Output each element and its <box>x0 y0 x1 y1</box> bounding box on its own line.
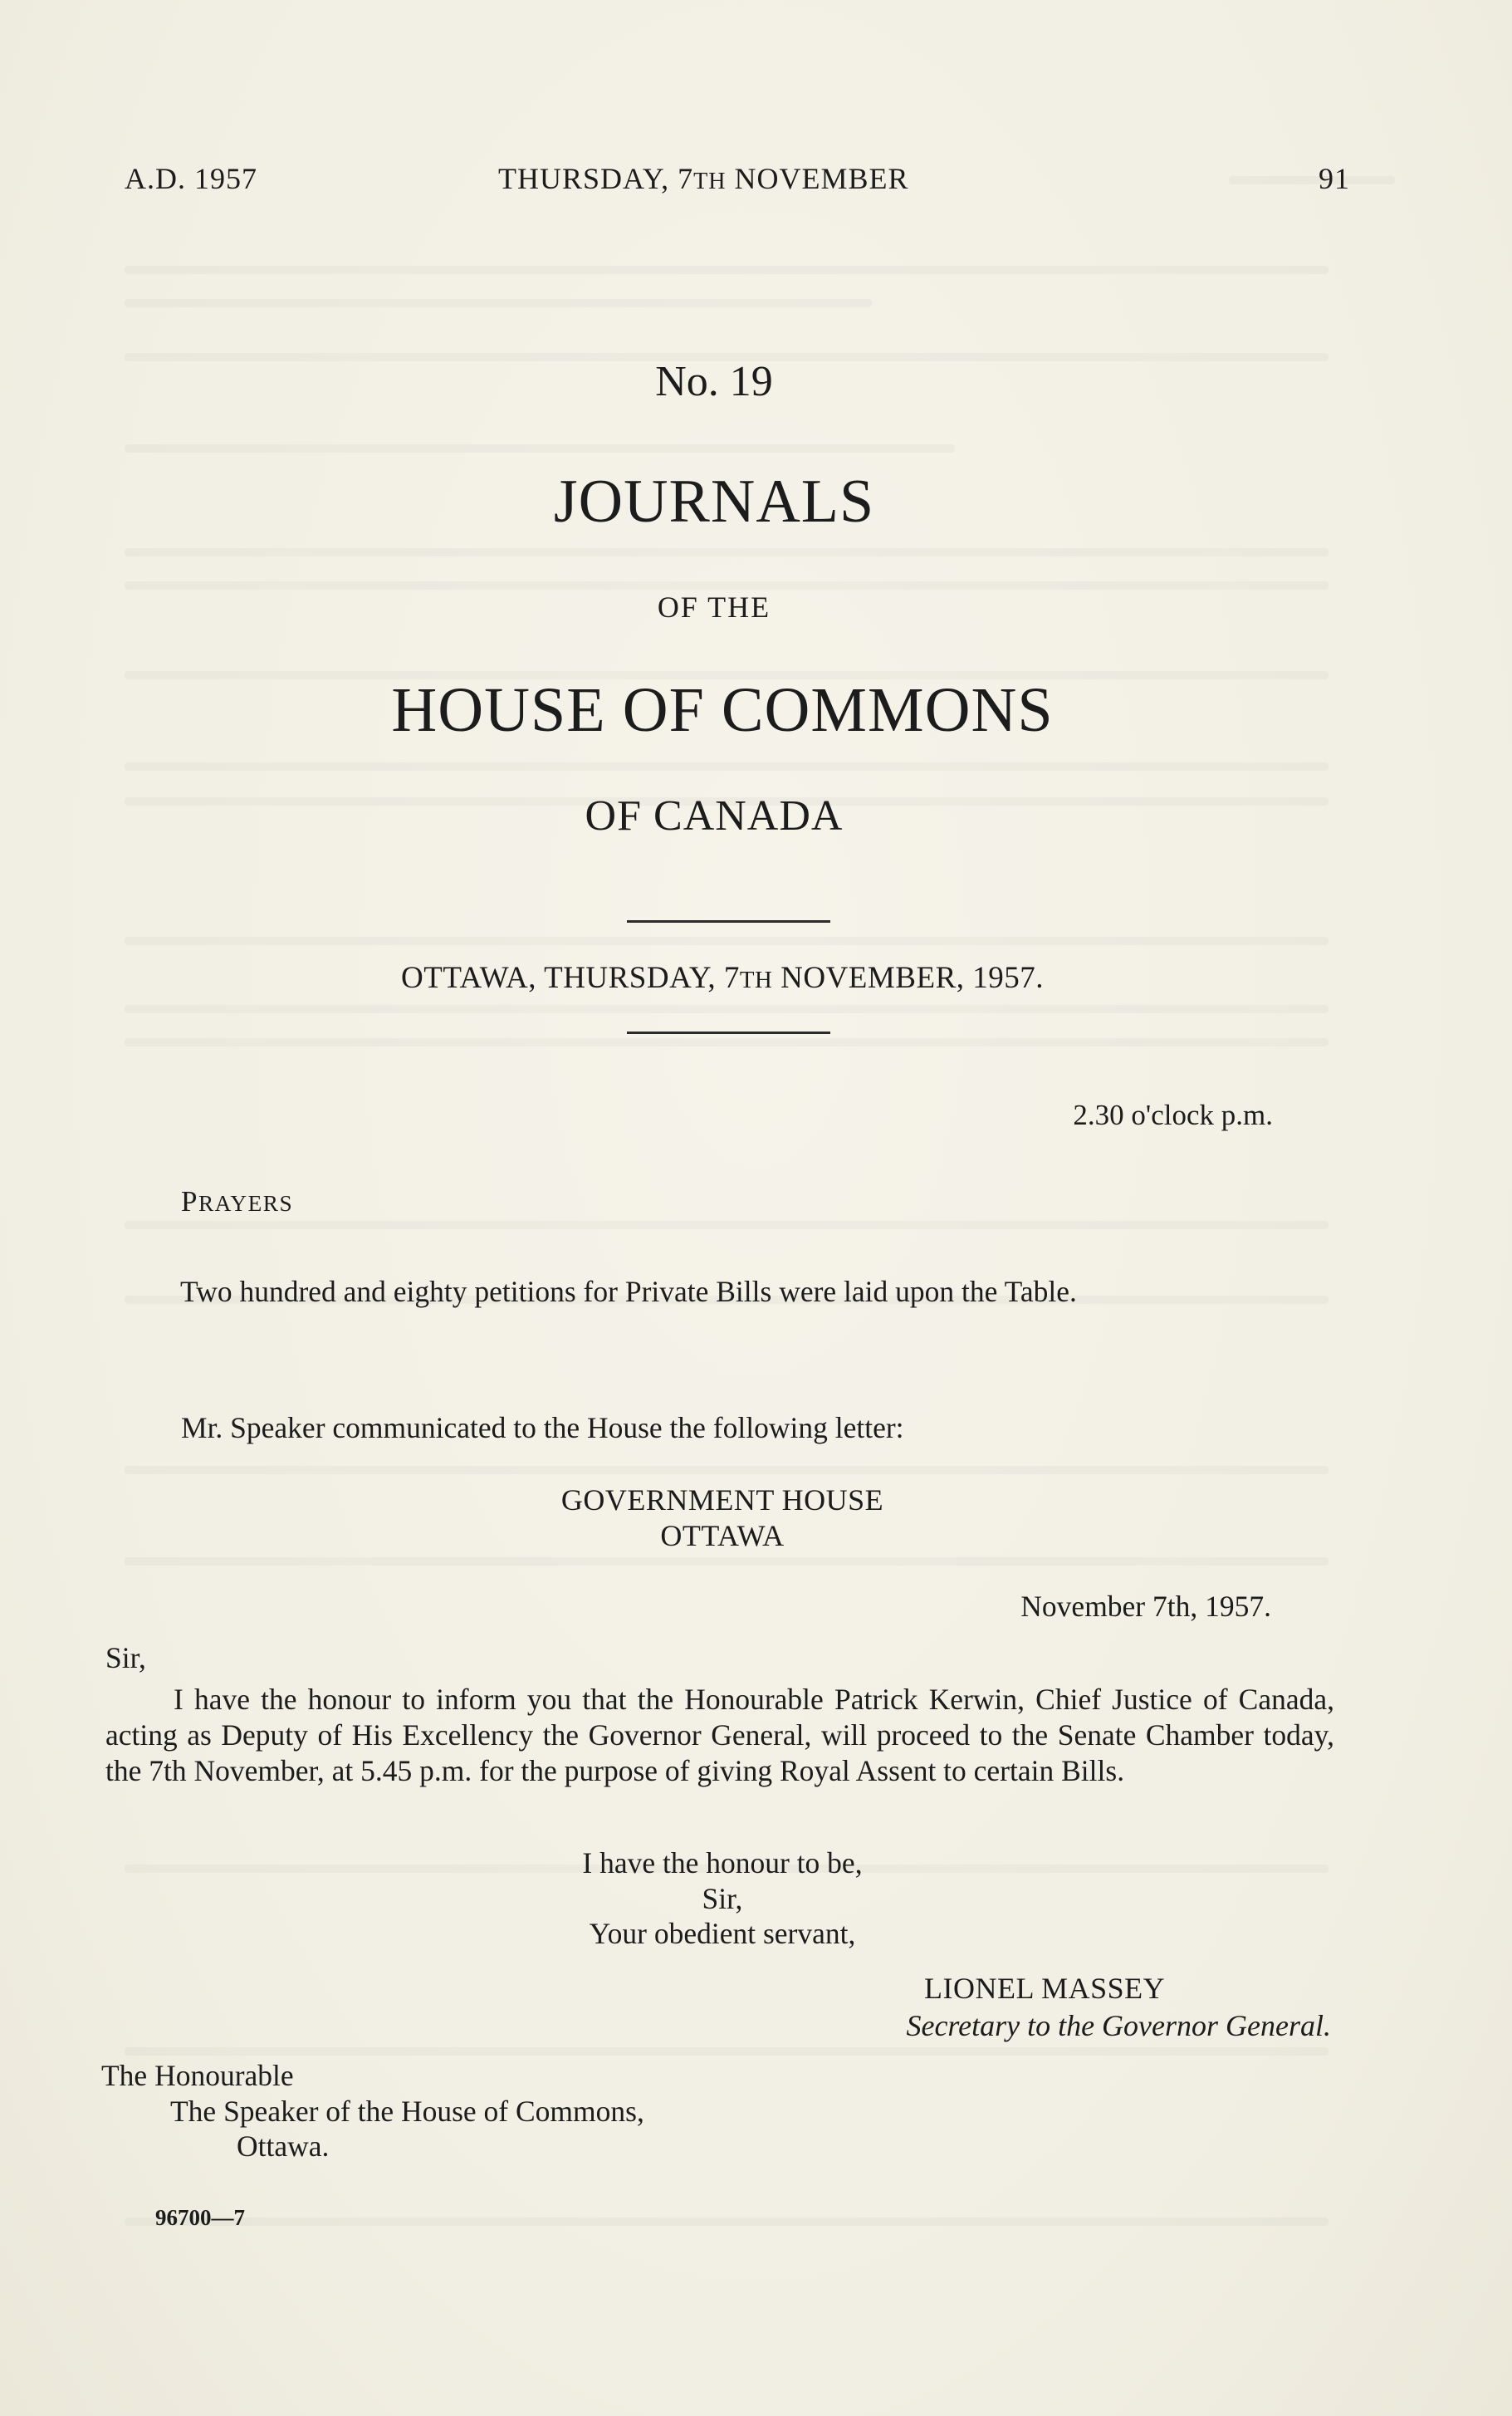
letter-signer: LIONEL MASSEY <box>924 1972 1166 2005</box>
speaker-communication: Mr. Speaker communicated to the House the following letter: <box>181 1411 904 1444</box>
sitting-date <box>0 960 1445 996</box>
header-date-main: THURSDAY, 7 <box>498 162 694 195</box>
show-through-line <box>125 444 955 453</box>
show-through-line <box>125 548 1329 556</box>
show-through-line <box>125 2047 1329 2056</box>
show-through-line <box>125 1221 1329 1229</box>
prayers-heading <box>181 1185 293 1218</box>
letter-heading-line2: OTTAWA <box>660 1519 785 1552</box>
show-through-line <box>125 2218 1329 2226</box>
letter-heading-line1: GOVERNMENT HOUSE <box>560 1483 884 1517</box>
sitting-date-main: OTTAWA, THURSDAY, 7 <box>401 961 740 995</box>
letter-body: I have the honour to inform you that the Honourable Patrick Kerwin, Chief Justice of Canada, acting as Deputy of His Excellency the Governor General, will proceed to the Senate Chamber today, the 7th November, at 5.45 p.m. for the purpose of giving Royal Assent to certain Bills. <box>105 1683 1334 1787</box>
show-through-line <box>125 937 1329 945</box>
address-line2: The Speaker of the House of Commons, <box>170 2095 644 2128</box>
letter-date: November 7th, 1957. <box>1020 1590 1271 1623</box>
print-code: 96700—7 <box>155 2205 245 2230</box>
show-through-line <box>125 1466 1329 1474</box>
of-canada-line: OF CANADA <box>585 792 844 840</box>
prayers-rest: RAYERS <box>198 1191 294 1216</box>
show-through-line <box>125 1005 1329 1013</box>
of-the-line: OF THE <box>657 591 771 624</box>
letter-closing-line1: I have the honour to be, <box>582 1846 863 1879</box>
show-through-line <box>125 762 1329 771</box>
header-year: A.D. 1957 <box>125 162 257 195</box>
petitions-paragraph: Two hundred and eighty petitions for Private Bills were laid upon the Table. <box>180 1275 1077 1308</box>
divider-rule-top <box>627 920 830 923</box>
page-number: 91 <box>1319 162 1350 195</box>
show-through-line <box>125 581 1329 590</box>
letter-signer-title: Secretary to the Governor General. <box>906 2009 1331 2042</box>
show-through-line <box>125 266 1329 274</box>
show-through-line <box>125 1038 1329 1046</box>
sitting-date-ordinal: TH <box>739 967 773 993</box>
header-date-ordinal: TH <box>693 169 727 194</box>
sitting-time: 2.30 o'clock p.m. <box>1073 1099 1273 1131</box>
header-date <box>498 161 909 196</box>
letter-closing-line2: Sir, <box>702 1882 743 1915</box>
header-date-month: NOVEMBER <box>726 162 909 195</box>
address-line3: Ottawa. <box>237 2129 330 2163</box>
show-through-line <box>125 299 872 307</box>
letter-salutation: Sir, <box>105 1641 146 1674</box>
show-through-line <box>1229 176 1395 184</box>
divider-rule-bottom <box>627 1032 830 1034</box>
sitting-date-rest: NOVEMBER, 1957. <box>772 961 1044 995</box>
journals-title: JOURNALS <box>553 468 875 536</box>
letter-closing-line3: Your obedient servant, <box>589 1917 856 1950</box>
prayers-initial: P <box>181 1185 198 1218</box>
show-through-line <box>125 1557 1329 1566</box>
house-title: HOUSE OF COMMONS <box>391 675 1054 745</box>
address-line1: The Honourable <box>101 2059 294 2092</box>
journal-number: No. 19 <box>655 358 773 405</box>
